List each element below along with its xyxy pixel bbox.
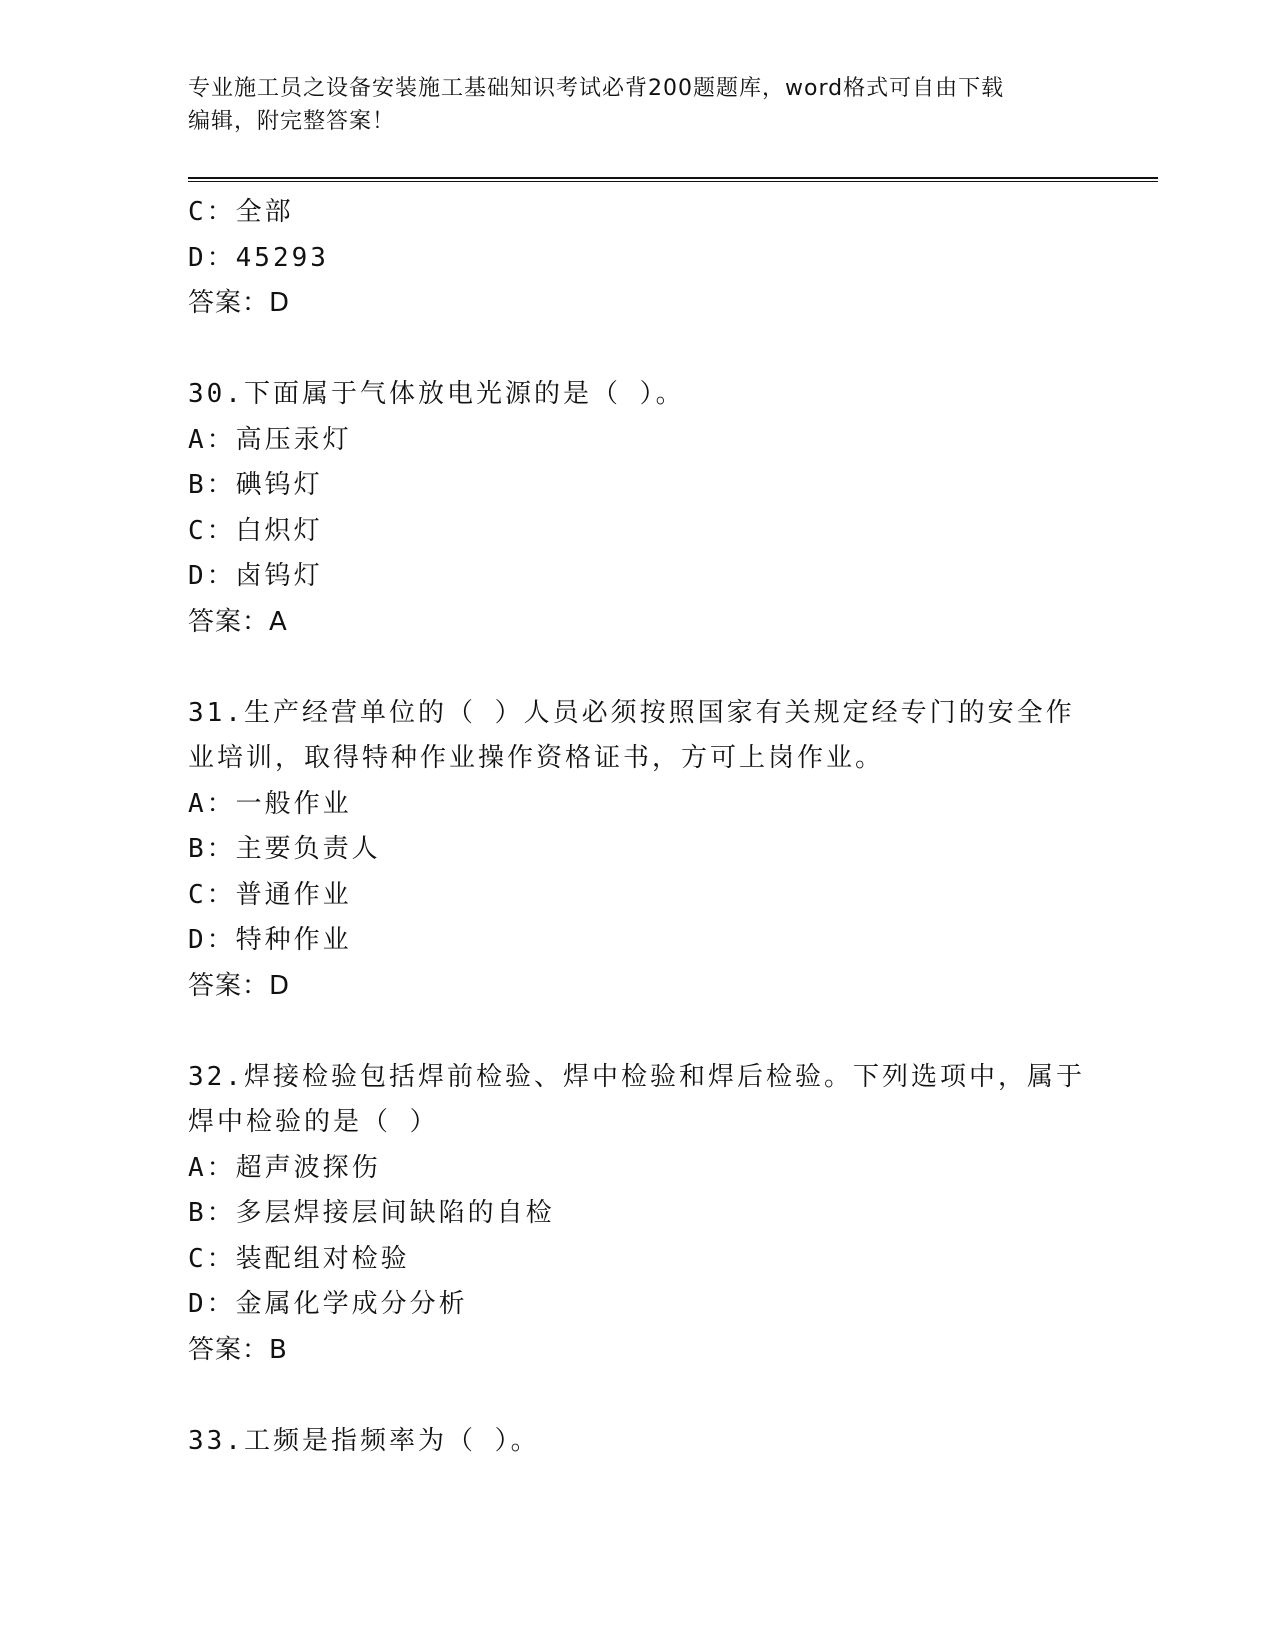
spacer <box>188 645 1088 691</box>
option-c: C：白炽灯 <box>188 515 323 546</box>
option-c: C：全部 <box>188 197 294 227</box>
question-stem: 31.生产经营单位的（ ）人员必须按照国家有关规定经专门的安全作 <box>188 697 1075 728</box>
option-a: A：超声波探伤 <box>188 1152 381 1183</box>
option-b: B：碘钨灯 <box>188 470 323 500</box>
option-c: C：装配组对检验 <box>188 1243 410 1274</box>
spacer <box>188 1009 1088 1055</box>
spacer <box>188 1373 1088 1419</box>
option-b: B：主要负责人 <box>188 834 381 864</box>
option-d: D：金属化学成分分析 <box>188 1289 468 1319</box>
option-a: A：高压汞灯 <box>188 424 352 455</box>
header-line-2: 编辑，附完整答案！ <box>188 109 396 134</box>
option-c: C：普通作业 <box>188 879 352 910</box>
question-stem: 33.工频是指频率为（ ）。 <box>188 1425 540 1456</box>
answer-line: 答案：D <box>188 970 291 1001</box>
question-stem: 32.焊接检验包括焊前检验、焊中检验和焊后检验。下列选项中，属于 <box>188 1061 1085 1092</box>
header-line-1: 专业施工员之设备安装施工基础知识考试必背200题题库，word格式可自由下载 <box>188 76 1005 101</box>
spacer <box>188 327 1088 373</box>
question-stem: 30.下面属于气体放电光源的是（ ）。 <box>188 379 685 409</box>
option-a: A：一般作业 <box>188 788 352 819</box>
option-d: D：卤钨灯 <box>188 561 323 591</box>
question-content <box>188 190 1088 1464</box>
option-b: B：多层焊接层间缺陷的自检 <box>188 1198 555 1228</box>
header-divider-thick <box>188 177 1158 179</box>
question-stem-continued: 焊中检验的是（ ） <box>188 1107 439 1137</box>
page-header <box>188 72 1068 138</box>
question-stem-continued: 业培训，取得特种作业操作资格证书，方可上岗作业。 <box>188 743 885 773</box>
header-divider-thin <box>188 181 1158 182</box>
option-d: D：特种作业 <box>188 925 352 955</box>
option-d: D：45293 <box>188 242 329 273</box>
answer-line: 答案：B <box>188 1334 288 1365</box>
answer-line: 答案：A <box>188 606 288 637</box>
answer-line: 答案：D <box>188 288 291 318</box>
